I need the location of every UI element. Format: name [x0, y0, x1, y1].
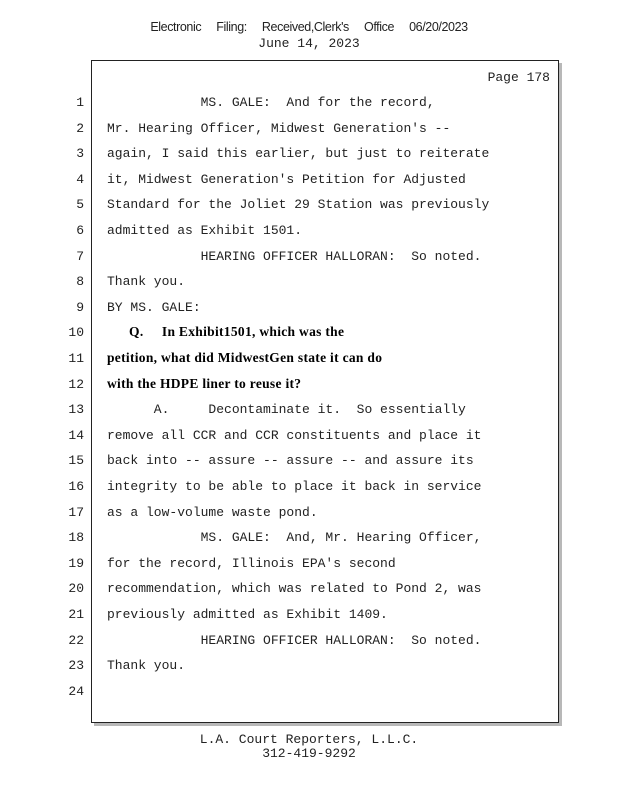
transcript-line: integrity to be able to place it back in service — [107, 479, 482, 494]
transcript-line: Standard for the Joliet 29 Station was previously — [107, 197, 490, 213]
transcript-line: remove all CCR and CCR constituents and place it — [107, 427, 482, 443]
transcript-line: as a low-volume waste pond. — [107, 504, 318, 520]
transcript-line: Mr. Hearing Officer, Midwest Generation's -- — [107, 120, 451, 136]
filing-stamp — [0, 20, 618, 34]
filing-stamp-date: 06/20/2023 — [409, 20, 468, 34]
transcript-line: Thank you. — [107, 658, 186, 674]
line-number: 18 — [68, 530, 84, 546]
transcript-line: BY MS. GALE: — [107, 299, 201, 315]
line-number: 6 — [76, 223, 84, 238]
line-number: 3 — [76, 146, 84, 162]
filing-stamp-filing: Filing: — [216, 20, 247, 34]
transcript-line: again, I said this earlier, but just to reiterate — [107, 146, 490, 162]
line-number: 22 — [68, 632, 84, 648]
line-number: 8 — [76, 274, 84, 290]
transcript-line: recommendation, which was related to Pond 2, was — [107, 581, 482, 597]
line-number: 13 — [68, 402, 84, 418]
transcript-line: it, Midwest Generation's Petition for Adjusted — [107, 171, 466, 187]
filing-stamp-electronic: Electronic — [150, 20, 202, 34]
transcript-line: MS. GALE: And, Mr. Hearing Officer, — [107, 530, 482, 546]
line-number: 23 — [68, 658, 84, 674]
line-number: 10 — [68, 325, 84, 341]
transcript-line: for the record, Illinois EPA's second — [107, 555, 396, 571]
transcript-question-line: with the HDPE liner to reuse it? — [107, 375, 302, 391]
line-number: 21 — [68, 607, 84, 622]
line-number: 16 — [68, 479, 84, 494]
transcript-line: MS. GALE: And for the record, — [107, 95, 435, 110]
line-number: 20 — [68, 581, 84, 597]
transcript-question-line: Q. In Exhibit1501, which was the — [107, 324, 345, 340]
line-number: 2 — [76, 120, 84, 136]
reporter-company: L.A. Court Reporters, L.L.C. — [199, 732, 419, 747]
filing-stamp-office: Office — [364, 20, 395, 34]
line-number: 7 — [76, 248, 84, 264]
line-number: 11 — [68, 351, 84, 366]
line-number: 24 — [68, 683, 84, 699]
line-number: 19 — [68, 555, 84, 571]
line-number: 17 — [68, 504, 84, 520]
transcript-line: HEARING OFFICER HALLORAN: So noted. — [107, 632, 482, 648]
line-number: 14 — [68, 427, 84, 443]
transcript-line: A. Decontaminate it. So essentially — [107, 402, 466, 418]
hearing-date: June 14, 2023 — [258, 36, 360, 51]
transcript-line: admitted as Exhibit 1501. — [107, 223, 303, 238]
transcript-line: HEARING OFFICER HALLORAN: So noted. — [107, 248, 482, 264]
line-number: 12 — [68, 376, 84, 392]
reporter-phone: 312-419-9292 — [262, 746, 356, 761]
transcript-question-line: petition, what did MidwestGen state it can do — [107, 350, 383, 365]
page-footer — [0, 733, 618, 761]
line-number: 4 — [76, 171, 84, 187]
line-number: 5 — [76, 197, 84, 213]
line-number: 9 — [76, 299, 84, 315]
line-number: 1 — [76, 95, 84, 110]
page-number: Page 178 — [487, 70, 550, 85]
filing-stamp-received: Received,Clerk's — [261, 20, 349, 34]
transcript-line: Thank you. — [107, 274, 186, 290]
transcript-line: previously admitted as Exhibit 1409. — [107, 607, 388, 622]
line-number: 15 — [68, 453, 84, 469]
transcript-line: back into -- assure -- assure -- and assure its — [107, 453, 474, 469]
